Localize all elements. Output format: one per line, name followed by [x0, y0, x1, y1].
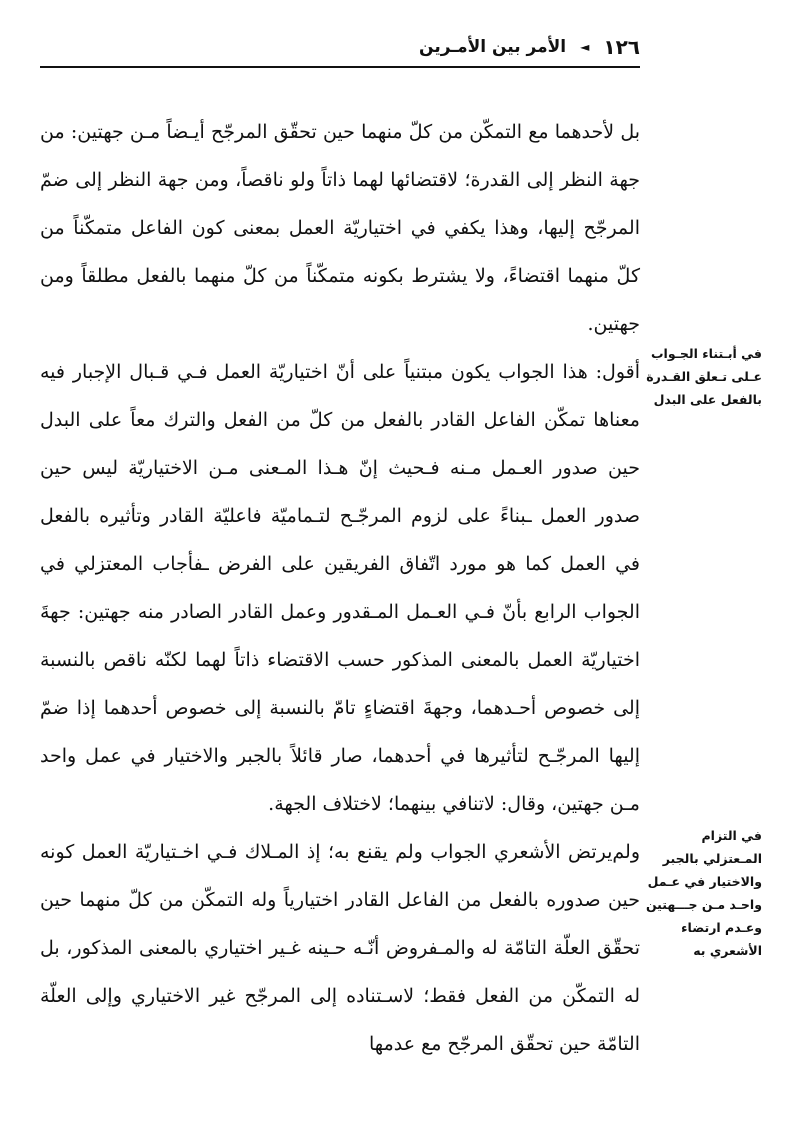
triangle-left-icon: ◄	[580, 40, 590, 54]
paragraph: أقول: هذا الجواب يكون مبتنياً على أنّ اختياريّة العمل فـي قـبال الإجبار فيه معناها تمكّن الفاعل القادر بالفعل من كلّ من الفعل والترك معاً على البدل حين صدور العـمل مـنه فـحيث إنّ هـذا المـعنى مـن الاختياريّة ليس حين صدور العمل ـبناءً على لزوم المرجّـح لتـماميّة فاعليّة القادر وتأثيره بالفعل في العمل كما هو مورد اتّفاق الفريقين على الفرض ـفأجاب المعتزلي في الجواب الرابع بأنّ فـي العـمل المـقدور وعمل القادر الصادر منه جهتين: جهةَ اختياريّة العمل بالمعنى المذكور حسب الاقتضاء ذاتاً لهما لكنّه ناقص بالنسبة إلى خصوص أحـدهما، وجهةَ اقتضاءٍ تامّ بالنسبة إلى خصوص أحدهما إذا ضمّ إليها المرجّـح لتأثيرها في أحدهما، صار قائلاً بالجبر والاختيار في عمل واحد مـن جهتين، وقال: لاتنافي بينهما؛ لاختلاف الجهة.	[40, 361, 640, 815]
running-header	[40, 30, 640, 64]
header-rule	[40, 66, 640, 68]
body-text	[40, 108, 640, 1068]
paragraph: بل لأحدهما مع التمكّن من كلّ منهما حين تحقّق المرجّح أيـضاً مـن جهتين: من جهة النظر إلى القدرة؛ لاقتضائها لهما ذاتاً ولو ناقصاً، ومن جهة النظر إلى ضمّ المرجّح إليها، وهذا يكفي في اختياريّة العمل بمعنى كون الفاعل متمكّناً من كلّ منهما اقتضاءً، ولا يشترط بكونه متمكّناً من كلّ منهما بالفعل مطلقاً ومن جهتين.	[40, 121, 640, 335]
page-number: ١٢٦	[603, 35, 640, 59]
running-title: الأمر بين الأمـرين	[419, 37, 567, 57]
margin-note: في التزام المـعتزلي بالجبر والاختيار في عـمل واحـد مـن جـــهتين وعـدم ارتضاء الأشعري به	[645, 828, 762, 958]
paragraph: ولم‌يرتض الأشعري الجواب ولم يقنع به؛ إذ المـلاك فـي اخـتياريّة العمل كونه حين صدوره بالفعل من الفاعل القادر اختيارياً وله التمكّن من كلّ منهما حين تحقّق العلّة التامّة له والمـفروض أنّـه حـينه غـير اختياري بالمعنى المذكور، بل له التمكّن من الفعل فقط؛ لاسـتناده إلى المرجّح غير الاختياري وإلى العلّة التامّة حين تحقّق المرجّح مع عدمها	[40, 841, 640, 1055]
margin-note: في أبـتناء الجـواب عـلى تـعلق القـدرة بالفعل على البدل	[646, 346, 762, 407]
